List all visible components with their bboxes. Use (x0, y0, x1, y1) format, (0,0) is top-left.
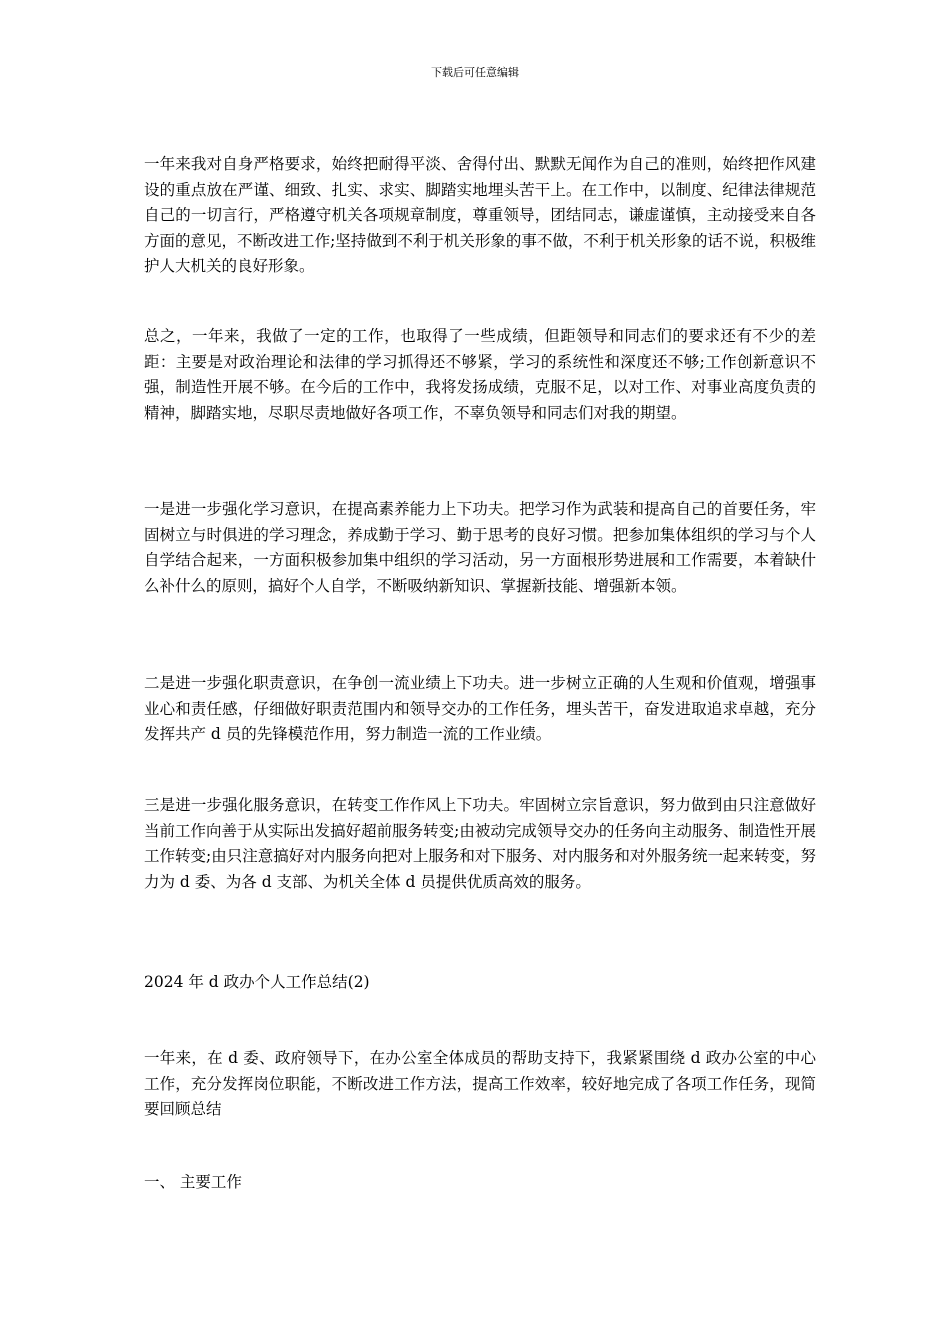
paragraph-intro: 一年来，在 d 委、政府领导下，在办公室全体成员的帮助支持下，我紧紧围绕 d 政办公室的中心工作，充分发挥岗位职能，不断改进工作方法，提高工作效率，较好地完成了各项工作任务，现简要回顾总结 (144, 1049, 816, 1119)
paragraph-responsibility-awareness: 二是进一步强化职责意识，在争创一流业绩上下功夫。进一步树立正确的人生观和价值观，增强事业心和责任感，仔细做好职责范围内和领导交办的工作任务，埋头苦干，奋发进取追求卓越，充分发挥共产 d 员的先锋模范作用，努力制造一流的工作业绩。 (144, 674, 816, 744)
paragraph-self-discipline: 一年来我对自身严格要求，始终把耐得平淡、舍得付出、默默无闻作为自己的准则，始终把作风建设的重点放在严谨、细致、扎实、求实、脚踏实地埋头苦干上。在工作中，以制度、纪律法律规范自己的一切言行，严格遵守机关各项规章制度，尊重领导，团结同志，谦虚谨慎，主动接受来自各方面的意见，不断改进工作;坚持做到不利于机关形象的事不做，不利于机关形象的话不说，积极维护人大机关的良好形象。 (144, 155, 816, 276)
paragraph-learning-awareness: 一是进一步强化学习意识，在提高素养能力上下功夫。把学习作为武装和提高自己的首要任务，牢固树立与时俱进的学习理念，养成勤于学习、勤于思考的良好习惯。把参加集体组织的学习与个人自学结合起来，一方面积极参加集中组织的学习活动，另一方面根形势进展和工作需要，本着缺什么补什么的原则，搞好个人自学，不断吸纳新知识、掌握新技能、增强新本领。 (144, 500, 816, 595)
page-header-note: 下载后可任意编辑 (431, 66, 519, 79)
subheading-main-work: 一、 主要工作 (144, 1173, 242, 1191)
paragraph-service-awareness: 三是进一步强化服务意识，在转变工作作风上下功夫。牢固树立宗旨意识，努力做到由只注意做好当前工作向善于从实际出发搞好超前服务转变;由被动完成领导交办的任务向主动服务、制造性开展工作转变;由只注意搞好对内服务向把对上服务和对下服务、对内服务和对外服务统一起来转变，努力为 d 委、为各 d 支部、为机关全体 d 员提供优质高效的服务。 (144, 796, 816, 891)
paragraph-summary-shortcomings: 总之，一年来，我做了一定的工作，也取得了一些成绩，但距领导和同志们的要求还有不少的差距：主要是对政治理论和法律的学习抓得还不够紧，学习的系统性和深度还不够;工作创新意识不强，制造性开展不够。在今后的工作中，我将发扬成绩，克服不足，以对工作、对事业高度负责的精神，脚踏实地，尽职尽责地做好各项工作，不辜负领导和同志们对我的期望。 (144, 327, 816, 422)
section-title: 2024 年 d 政办个人工作总结(2) (144, 973, 370, 991)
